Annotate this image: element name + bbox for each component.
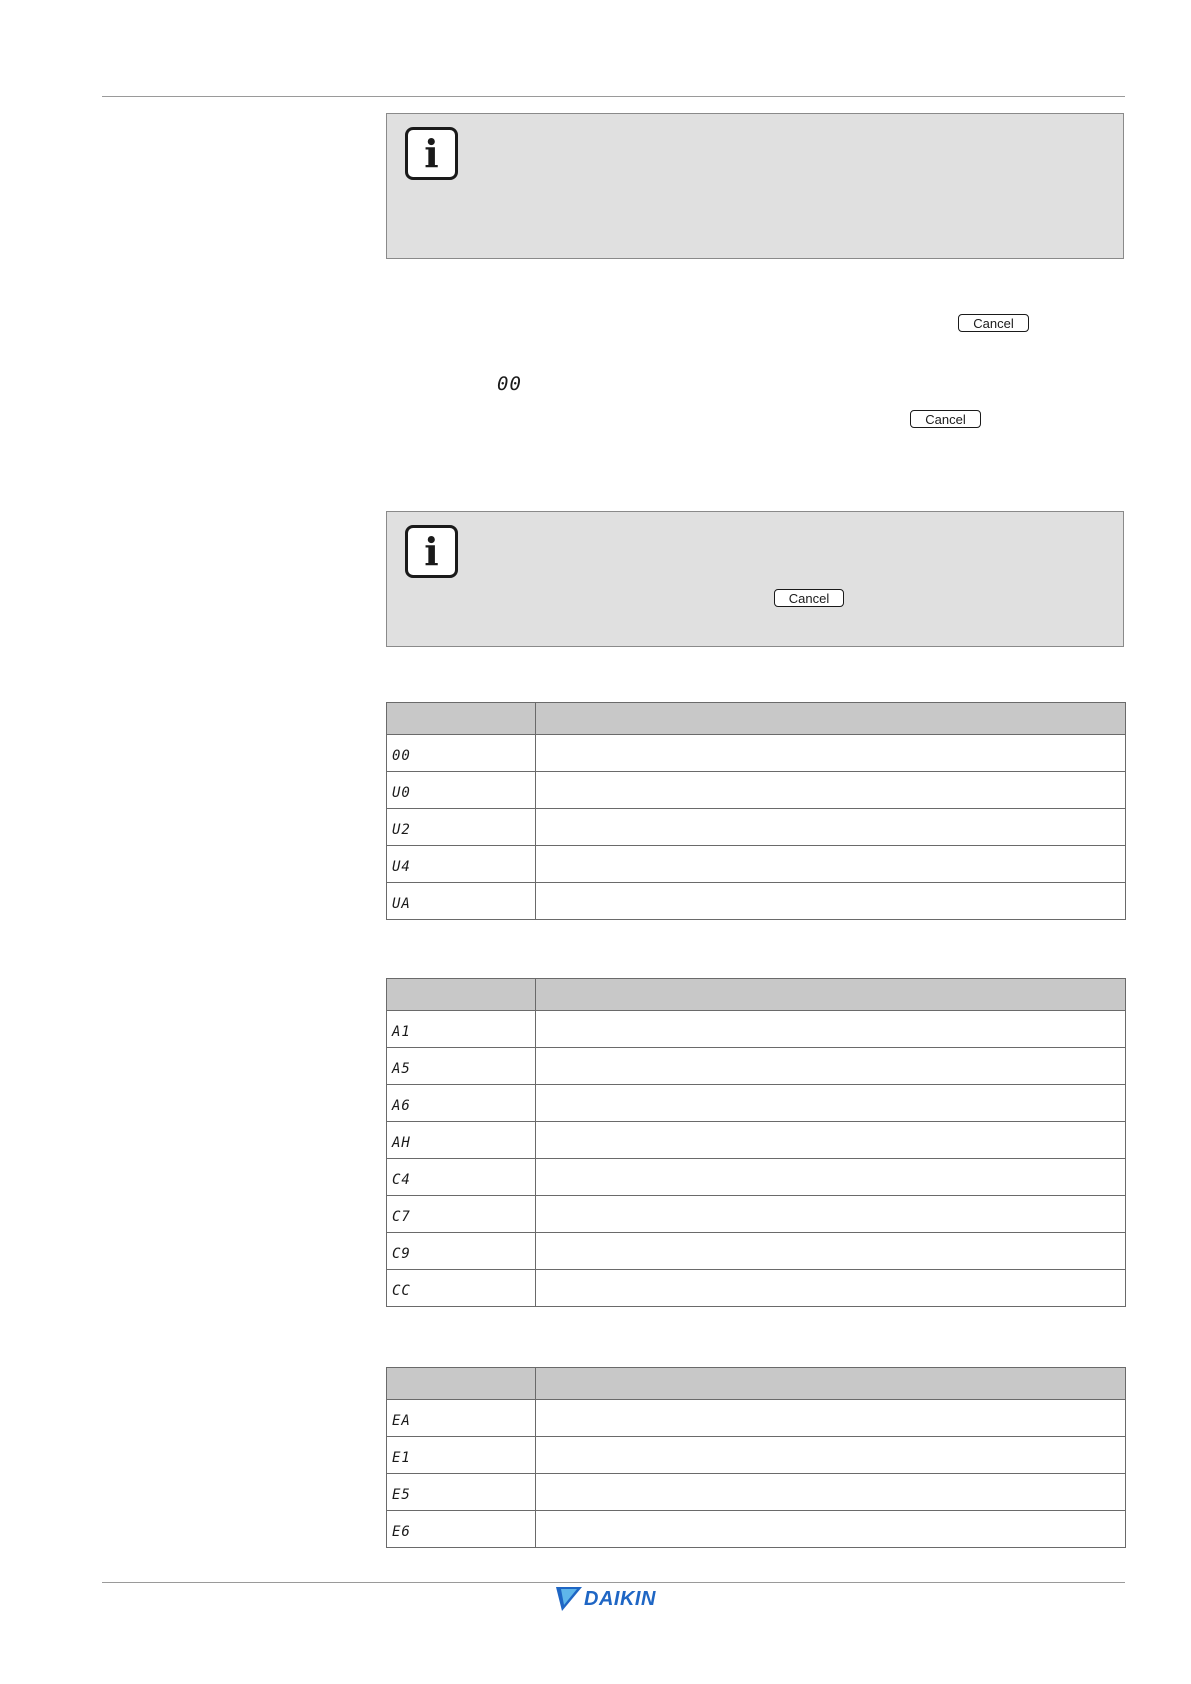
error-code-cell: AH xyxy=(387,1122,536,1159)
error-code-cell: A5 xyxy=(387,1048,536,1085)
table-header-row xyxy=(387,703,1126,735)
error-code-table-2 xyxy=(386,978,1126,1307)
description-cell xyxy=(536,1270,1126,1307)
error-code-cell: A1 xyxy=(387,1011,536,1048)
error-code-cell: CC xyxy=(387,1270,536,1307)
table-row xyxy=(387,1122,1126,1159)
error-code-cell: A6 xyxy=(387,1085,536,1122)
description-cell xyxy=(536,772,1126,809)
header-cell-description xyxy=(536,1368,1126,1400)
description-cell xyxy=(536,1400,1126,1437)
table-row xyxy=(387,1085,1126,1122)
info-note-box-2 xyxy=(386,511,1124,647)
table-row xyxy=(387,809,1126,846)
error-code-cell: UA xyxy=(387,883,536,920)
footer-rule xyxy=(102,1582,1125,1583)
table-row xyxy=(387,1011,1126,1048)
table-row xyxy=(387,1159,1126,1196)
table-row xyxy=(387,735,1126,772)
table-row xyxy=(387,1270,1126,1307)
header-cell-code xyxy=(387,703,536,735)
description-cell xyxy=(536,1511,1126,1548)
description-cell xyxy=(536,1048,1126,1085)
header-cell-description xyxy=(536,979,1126,1011)
table-row xyxy=(387,1400,1126,1437)
description-cell xyxy=(536,1196,1126,1233)
description-cell xyxy=(536,1085,1126,1122)
table-row xyxy=(387,1474,1126,1511)
cancel-button-3[interactable]: Cancel xyxy=(774,589,844,607)
description-cell xyxy=(536,1011,1126,1048)
header-cell-code xyxy=(387,1368,536,1400)
inline-display-code: 00 xyxy=(497,373,522,395)
description-cell xyxy=(536,883,1126,920)
cancel-button-2[interactable]: Cancel xyxy=(910,410,981,428)
error-code-cell: E6 xyxy=(387,1511,536,1548)
table-row xyxy=(387,1196,1126,1233)
daikin-logo-mark-icon xyxy=(556,1587,582,1611)
daikin-logo xyxy=(556,1587,656,1611)
table-header-row xyxy=(387,1368,1126,1400)
table-header-row xyxy=(387,979,1126,1011)
error-code-cell: C4 xyxy=(387,1159,536,1196)
header-cell-description xyxy=(536,703,1126,735)
header-rule xyxy=(102,96,1125,97)
table-row xyxy=(387,1511,1126,1548)
error-code-cell: E5 xyxy=(387,1474,536,1511)
info-note-box-1 xyxy=(386,113,1124,259)
table-row xyxy=(387,1437,1126,1474)
error-code-cell: C7 xyxy=(387,1196,536,1233)
description-cell xyxy=(536,846,1126,883)
error-code-table-1 xyxy=(386,702,1126,920)
table-row xyxy=(387,1233,1126,1270)
table-row xyxy=(387,883,1126,920)
description-cell xyxy=(536,735,1126,772)
description-cell xyxy=(536,1233,1126,1270)
error-code-cell: U2 xyxy=(387,809,536,846)
info-icon: i xyxy=(405,127,458,180)
error-code-table-3 xyxy=(386,1367,1126,1548)
error-code-cell: EA xyxy=(387,1400,536,1437)
error-code-cell: E1 xyxy=(387,1437,536,1474)
info-icon: i xyxy=(405,525,458,578)
daikin-logo-text: DAIKIN xyxy=(584,1587,656,1610)
table-row xyxy=(387,1048,1126,1085)
description-cell xyxy=(536,1437,1126,1474)
error-code-cell: C9 xyxy=(387,1233,536,1270)
error-code-cell: U4 xyxy=(387,846,536,883)
error-code-cell: 00 xyxy=(387,735,536,772)
description-cell xyxy=(536,1159,1126,1196)
table-row xyxy=(387,846,1126,883)
description-cell xyxy=(536,809,1126,846)
header-cell-code xyxy=(387,979,536,1011)
description-cell xyxy=(536,1122,1126,1159)
description-cell xyxy=(536,1474,1126,1511)
cancel-button-1[interactable]: Cancel xyxy=(958,314,1029,332)
table-row xyxy=(387,772,1126,809)
error-code-cell: U0 xyxy=(387,772,536,809)
